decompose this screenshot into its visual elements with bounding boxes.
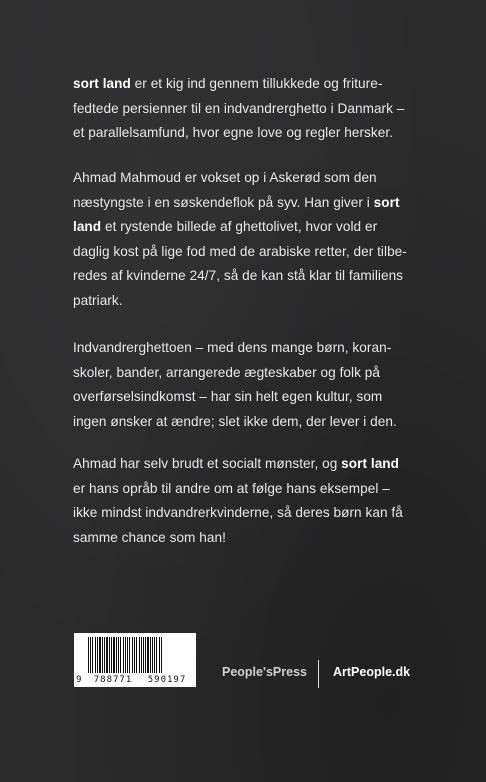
blurb-line: redes af kvinderne 24/7, så de kan stå klar til familiens — [73, 268, 404, 283]
blurb-paragraph-3 — [73, 336, 433, 434]
blurb-line: ingen ønsker at ændre; slet ikke dem, der lever i den. — [73, 413, 397, 429]
isbn-barcode — [74, 633, 196, 687]
blurb-line: overførselsindkomst – har sin helt egen kultur, som — [73, 389, 383, 404]
title-mention: sort — [373, 194, 400, 210]
blurb-line — [73, 72, 433, 97]
blurb-line: ikke mindst indvandrerkvinderne, så deres børn kan få — [73, 505, 403, 520]
blurb-line: er hans opråb til andre om at følge hans eksempel – — [73, 480, 390, 496]
blurb-line: fedtede persienner til en indvandrerghetto i Danmark – — [73, 100, 405, 116]
blurb-line — [73, 191, 433, 216]
barcode-digit-first: 9 — [76, 675, 82, 685]
blurb-line — [73, 215, 433, 240]
blurb-line: et parallelsamfund, hvor egne love og regler hersker. — [73, 125, 394, 140]
publisher-logo-peoplespress: People'sPress — [222, 665, 307, 679]
title-mention: sort land — [73, 76, 131, 91]
blurb-text: et rystende billede af ghettolivet, hvor vold er — [101, 219, 378, 234]
barcode-digits — [76, 675, 194, 685]
blurb-text: er et kig ind gennem tillukkede og friture- — [130, 76, 383, 91]
barcode-group-1: 788771 — [93, 675, 133, 685]
blurb-paragraph-2 — [73, 166, 433, 313]
barcode-group-2: 590197 — [147, 675, 187, 685]
publisher-logo-artpeople: ArtPeople.dk — [333, 665, 411, 679]
blurb-line: daglig kost på lige fod med de arabiske retter, der tilbe- — [73, 243, 407, 259]
barcode-bars — [88, 637, 191, 673]
blurb-text: næstyngste i en søskendeflok på syv. Han giver i — [73, 194, 374, 210]
blurb-line: skoler, bander, arrangerede ægteskaber og folk på — [73, 364, 380, 380]
title-mention: land — [73, 219, 102, 234]
barcode-bar — [161, 637, 162, 673]
publisher-divider — [318, 660, 319, 688]
blurb-paragraph-4 — [73, 452, 433, 550]
blurb-line: Ahmad Mahmoud er vokset op i Askerød som den — [73, 170, 377, 185]
blurb-line: samme chance som han! — [73, 529, 226, 545]
title-mention: sort land — [341, 456, 400, 471]
blurb-paragraph-1 — [73, 72, 433, 146]
blurb-line — [73, 452, 433, 477]
blurb-line: patriark. — [73, 292, 123, 308]
blurb-text: Ahmad har selv brudt et socialt mønster, og — [73, 456, 342, 471]
blurb-line: Indvandrerghettoen – med dens mange børn, koran- — [73, 340, 392, 355]
